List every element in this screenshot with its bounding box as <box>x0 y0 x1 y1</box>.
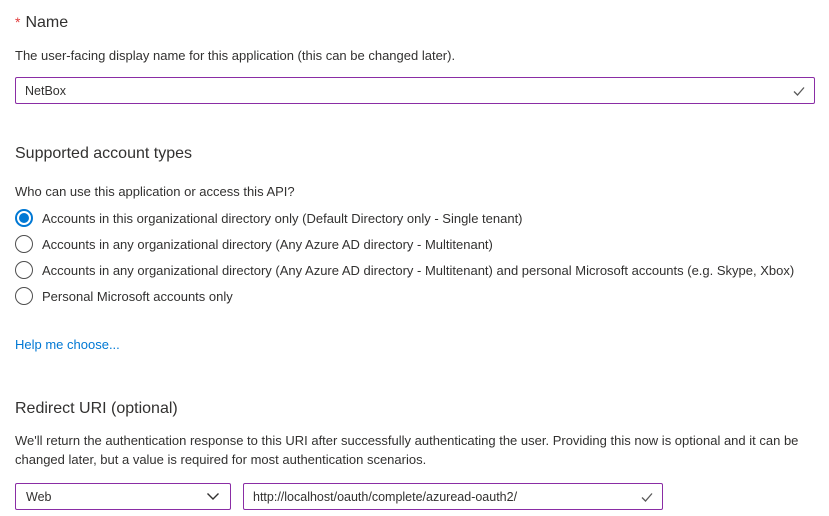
account-types-title: Supported account types <box>15 145 193 162</box>
help-me-choose-link[interactable]: Help me choose... <box>15 337 120 352</box>
radio-option-label: Accounts in any organizational directory (Any Azure AD directory - Multitenant) and personal Microsoft accounts (e.g. Skype, Xbox) <box>42 262 795 278</box>
radio-button-icon[interactable] <box>15 209 33 227</box>
radio-option-personal-only[interactable] <box>15 287 815 305</box>
account-types-radio-group <box>15 209 815 305</box>
redirect-uri-controls-row <box>15 483 815 510</box>
redirect-uri-input[interactable] <box>243 483 663 510</box>
name-description: The user-facing display name for this application (this can be changed later). <box>15 48 456 63</box>
app-name-input[interactable] <box>15 77 815 104</box>
chevron-down-icon <box>206 492 220 501</box>
radio-option-multitenant[interactable] <box>15 235 815 253</box>
name-section <box>15 12 815 104</box>
radio-option-single-tenant[interactable] <box>15 209 815 227</box>
redirect-uri-description: We'll return the authentication response to this URI after successfully authenticating the user. Providing this now is optional and it can be changed later, but a value is required for most authentication scenarios. <box>15 433 799 467</box>
radio-option-label: Personal Microsoft accounts only <box>42 288 233 304</box>
name-input-container <box>15 77 815 104</box>
radio-option-multitenant-personal[interactable] <box>15 261 815 279</box>
redirect-uri-input-container <box>243 483 663 510</box>
radio-button-icon[interactable] <box>15 287 33 305</box>
redirect-uri-title: Redirect URI (optional) <box>15 400 178 417</box>
redirect-uri-section <box>15 399 815 510</box>
name-title-text: Name <box>25 14 69 31</box>
name-section-title <box>15 12 815 33</box>
platform-select-dropdown[interactable] <box>15 483 231 510</box>
required-asterisk: * <box>15 14 21 30</box>
radio-option-label: Accounts in any organizational directory (Any Azure AD directory - Multitenant) <box>42 236 493 252</box>
platform-selected-value: Web <box>26 489 52 504</box>
radio-button-icon[interactable] <box>15 235 33 253</box>
radio-option-label: Accounts in this organizational directory only (Default Directory only - Single tenant) <box>42 210 523 226</box>
valid-checkmark-icon <box>791 83 807 99</box>
radio-button-icon[interactable] <box>15 261 33 279</box>
account-types-question: Who can use this application or access this API? <box>15 184 295 199</box>
supported-account-types-section <box>15 144 815 354</box>
valid-checkmark-icon <box>639 489 655 505</box>
